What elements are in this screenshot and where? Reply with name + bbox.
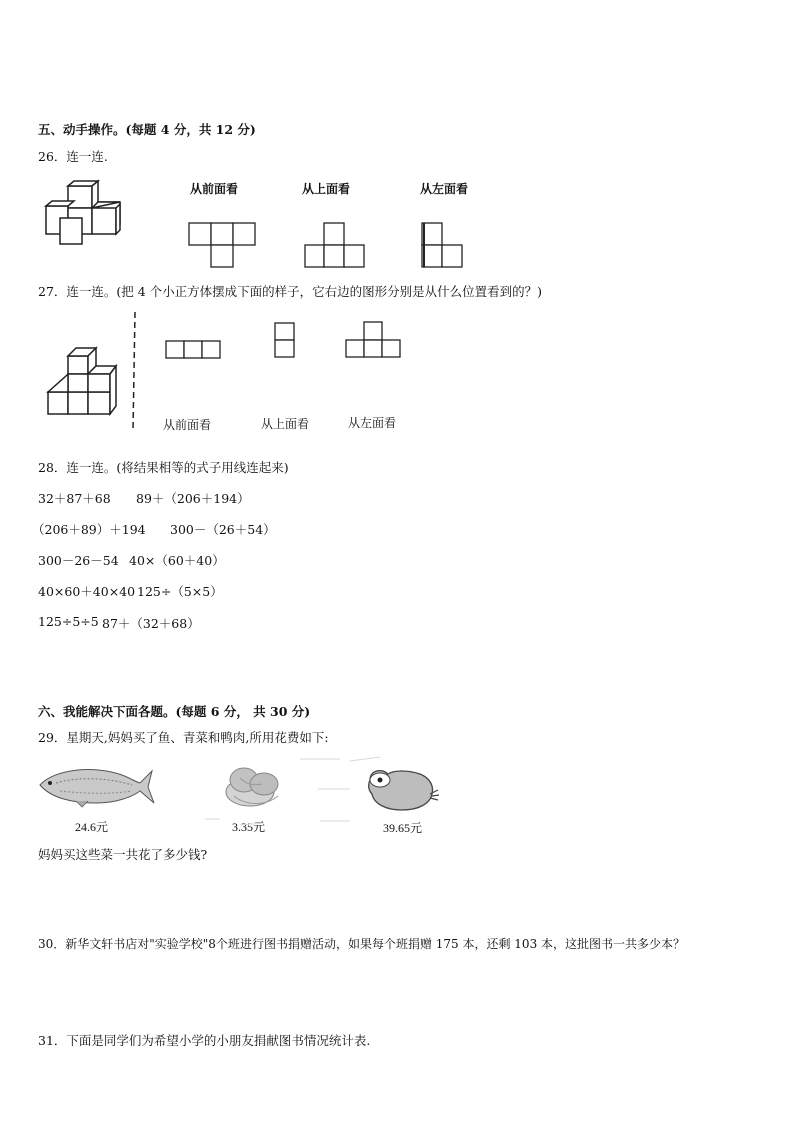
q26-view-shape-3 (421, 222, 465, 268)
q29-question: 妈妈买这些菜一共花了多少钱? (38, 847, 208, 862)
q27-view-left-label: 从左面看 (348, 416, 397, 430)
question-31: 31．下面是同学们为希望小学的小朋友捐献图书情况统计表. (38, 1033, 371, 1048)
q27-view-top-label: 从上面看 (261, 417, 310, 431)
q26-cube-figure (44, 180, 124, 246)
vegetable-price: 3.35元 (232, 820, 266, 834)
q27-view-front-label: 从前面看 (163, 418, 212, 432)
q26-view-front-label: 从前面看 (190, 182, 239, 196)
q28-right-expr-2: 300－（26＋54） (170, 522, 276, 537)
q28-left-expr-2: （206＋89）＋194 (32, 522, 146, 537)
duck-image (364, 764, 440, 812)
question-30: 30．新华文轩书店对"实验学校"8个班进行图书捐赠活动，如果每个班捐赠 175 本，还剩 103 本，这批图书一共多少本？ (38, 937, 686, 951)
q28-left-expr-4: 40×60＋40×40 (38, 584, 136, 599)
question-27: 27．连一连。(把 4 个小正方体摆成下面的样子，它右边的图形分别是从什么位置看到的？) (38, 284, 543, 299)
q28-left-expr-1: 32＋87＋68 (38, 491, 111, 506)
q26-view-left-label: 从左面看 (420, 182, 469, 196)
q28-right-expr-5: 87＋（32＋68） (102, 616, 200, 631)
question-29: 29．星期天,妈妈买了鱼、青菜和鸭肉,所用花费如下: (38, 730, 329, 745)
q27-view-shape-2 (274, 322, 296, 360)
q26-view-shape-2 (304, 222, 366, 268)
q28-right-expr-1: 89＋（206＋194） (136, 491, 250, 506)
q28-left-expr-5: 125÷5÷5 (38, 614, 99, 629)
q28-left-expr-3: 300－26－54 (38, 553, 119, 568)
section-6-title: 六、我能解决下面各题。(每题 6 分， 共 30 分) (38, 704, 311, 719)
q26-view-shape-1 (188, 222, 256, 268)
q27-view-shape-1 (165, 340, 223, 360)
question-28: 28．连一连。(将结果相等的式子用线连起来) (38, 460, 289, 475)
question-26: 26．连一连. (38, 149, 108, 164)
q27-view-shape-3 (345, 321, 403, 359)
fish-price: 24.6元 (75, 820, 109, 834)
q26-view-top-label: 从上面看 (302, 182, 351, 196)
duck-price: 39.65元 (383, 821, 423, 835)
q27-cube-figure (46, 342, 122, 416)
q27-dashed-divider (132, 312, 138, 432)
section-5-title: 五、动手操作。(每题 4 分，共 12 分) (38, 122, 256, 137)
q28-right-expr-3: 40×（60＋40） (129, 553, 225, 568)
q28-right-expr-4: 125÷（5×5） (137, 584, 223, 599)
fish-image (36, 763, 154, 809)
